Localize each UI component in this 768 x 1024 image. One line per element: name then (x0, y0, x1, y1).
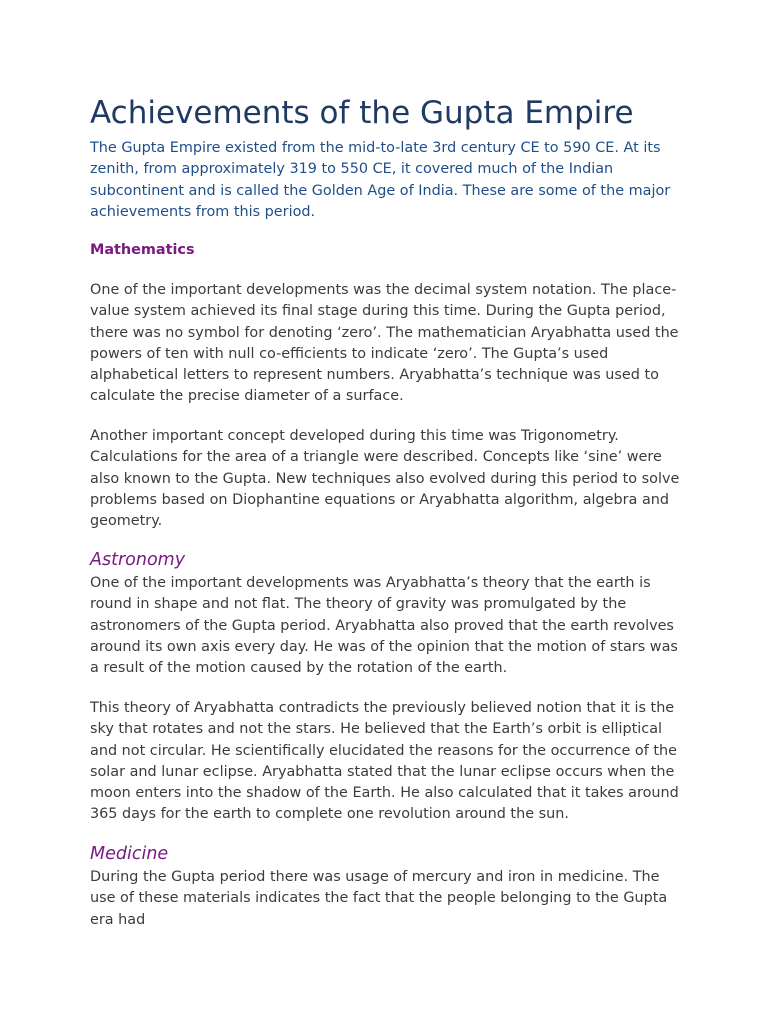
astronomy-paragraph-2: This theory of Aryabhatta contradicts the previously believed notion that it is the sky that rotates and not the stars. He believed that the Earth’s orbit is elliptical and not circular. He scientifically elucidated the reasons for the occurrence of the solar and lunar eclipse. Aryabhatta stated that the lunar eclipse occurs when the moon enters into the shadow of the Earth. He also calculated that it takes around 365 days for the earth to complete one revolution around the sun. (90, 700, 679, 823)
mathematics-paragraph-1: One of the important developments was the decimal system notation. The place-value system achieved its final stage during this time. During the Gupta period, there was no symbol for denoting ‘zero’. The mathematician Aryabhatta used the powers of ten with null co-efficients to indicate ‘zero’. The Gupta’s used alphabetical letters to represent numbers. Aryabhatta’s technique was used to calculate the precise diameter of a surface. (90, 282, 679, 405)
page-title: Achievements of the Gupta Empire (90, 95, 634, 131)
section-heading-medicine: Medicine (90, 844, 169, 864)
medicine-paragraph-1: During the Gupta period there was usage of mercury and iron in medicine. The use of these materials indicates the fact that the people belonging to the Gupta era had (90, 869, 668, 928)
section-heading-mathematics: Mathematics (90, 242, 195, 258)
mathematics-paragraph-2: Another important concept developed during this time was Trigonometry. Calculations for the area of a triangle were described. Concepts like ‘sine’ were also known to the Gupta. New techniques also evolved during this period to solve problems based on Diophantine equations or Aryabhatta algorithm, algebra and geometry. (90, 428, 680, 530)
section-heading-astronomy: Astronomy (90, 550, 186, 570)
astronomy-paragraph-1: One of the important developments was Aryabhatta’s theory that the earth is round in shape and not flat. The theory of gravity was promulgated by the astronomers of the Gupta period. Aryabhatta also proved that the earth revolves around its own axis every day. He was of the opinion that the motion of stars was a result of the motion caused by the rotation of the earth. (90, 575, 678, 677)
intro-paragraph: The Gupta Empire existed from the mid-to-late 3rd century CE to 590 CE. At its zenith, from approximately 319 to 550 CE, it covered much of the Indian subcontinent and is called the Golden Age of India. These are some of the major achievements from this period. (90, 140, 671, 220)
